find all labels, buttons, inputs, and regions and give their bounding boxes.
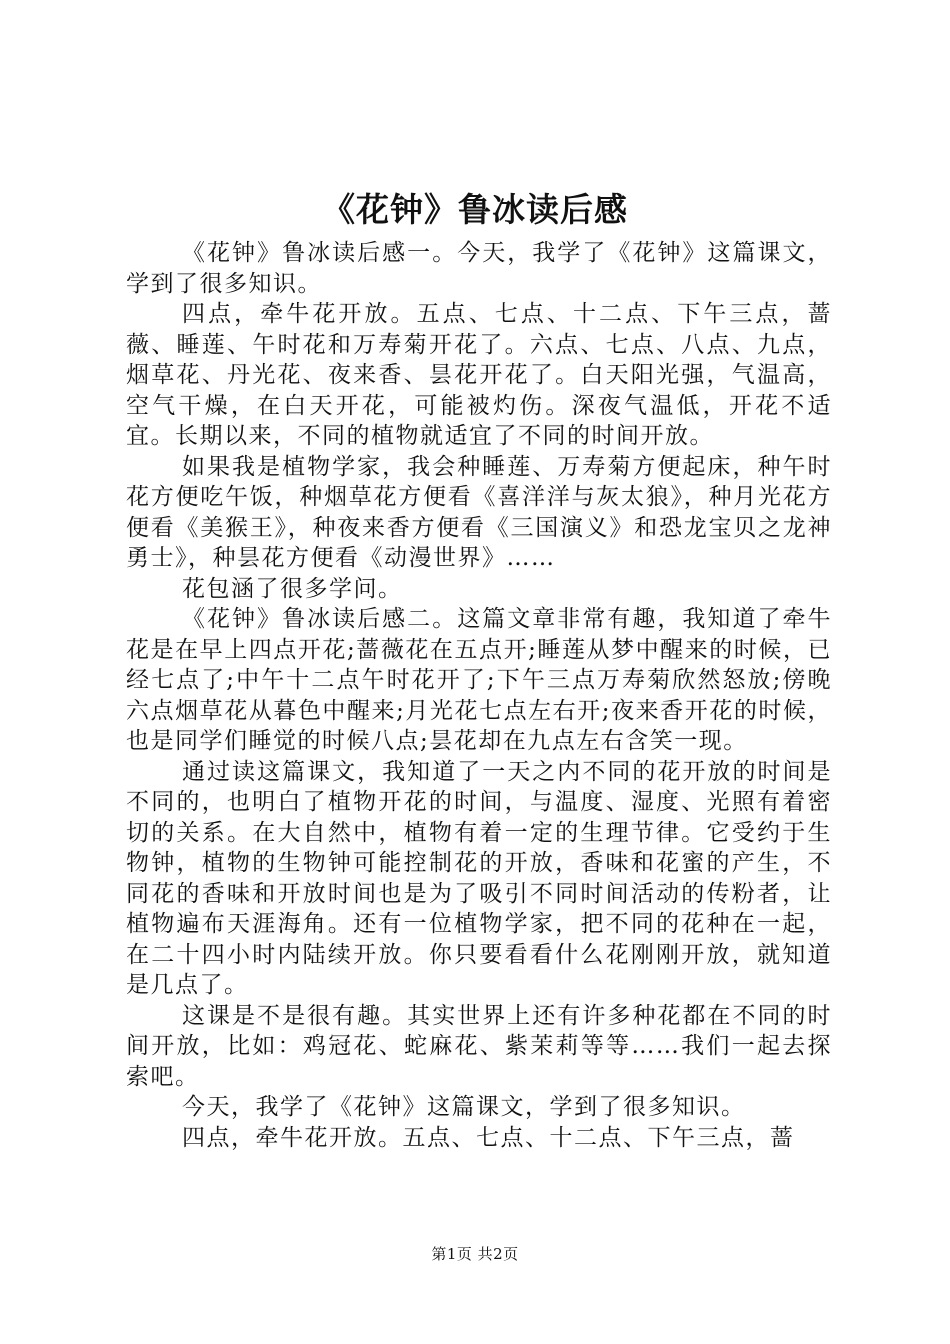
paragraph: 四点，牵牛花开放。五点、七点、十二点、下午三点，蔷 [182, 1124, 795, 1151]
paragraph: 如果我是植物学家，我会种睡莲、万寿菊方便起床，种午时花方便吃午饭，种烟草花方便看《喜洋洋与灰太狼》，种月光花方便看《美猴王》，种夜来香方便看《三国演义》和恐龙宝贝之龙神勇士》，种昙花方便看《动漫世界》…… [126, 453, 832, 571]
paragraph: 花包涵了很多学问。 [182, 575, 403, 602]
paragraph: 《花钟》鲁冰读后感二。这篇文章非常有趣，我知道了牵牛花是在早上四点开花;蔷薇花在五点开;睡莲从梦中醒来的时候，已经七点了;中午十二点午时花开了;下午三点万寿菊欣然怒放;傍晚六点烟草花从暮色中醒来;月光花七点左右开;夜来香开花的时候，也是同学们睡觉的时候八点;昙花却在九点左右含笑一现。 [126, 606, 832, 754]
paragraph: 今天，我学了《花钟》这篇课文，学到了很多知识。 [182, 1094, 746, 1120]
paragraph: 《花钟》鲁冰读后感一。今天，我学了《花钟》这篇课文，学到了很多知识。 [126, 240, 832, 297]
page-footer: 第1页 共2页 [431, 1245, 519, 1263]
paragraph: 通过读这篇课文，我知道了一天之内不同的花开放的时间是不同的，也明白了植物开花的时间，与温度、湿度、光照有着密切的关系。在大自然中，植物有着一定的生理节律。它受约于生物钟，植物的生物钟可能控制花的开放，香味和花蜜的产生，不同花的香味和开放时间也是为了吸引不同时间活动的传粉者，让植物遍布天涯海角。还有一位植物学家，把不同的花种在一起，在二十四小时内陆续开放。你只要看看什么花刚刚开放，就知道是几点了。 [126, 758, 832, 998]
paragraph: 这课是不是很有趣。其实世界上还有许多种花都在不同的时间开放，比如：鸡冠花、蛇麻花、紫茉莉等等……我们一起去探索吧。 [126, 1002, 832, 1090]
document-title: 《花钟》鲁冰读后感 [322, 190, 628, 229]
document-body [126, 238, 832, 1153]
paragraph: 四点，牵牛花开放。五点、七点、十二点、下午三点，蔷薇、睡莲、午时花和万寿菊开花了。六点、七点、八点、九点，烟草花、丹光花、夜来香、昙花开花了。白天阳光强，气温高，空气干燥，在白天开花，可能被灼伤。深夜气温低，开花不适宜。长期以来，不同的植物就适宜了不同的时间开放。 [126, 301, 832, 449]
